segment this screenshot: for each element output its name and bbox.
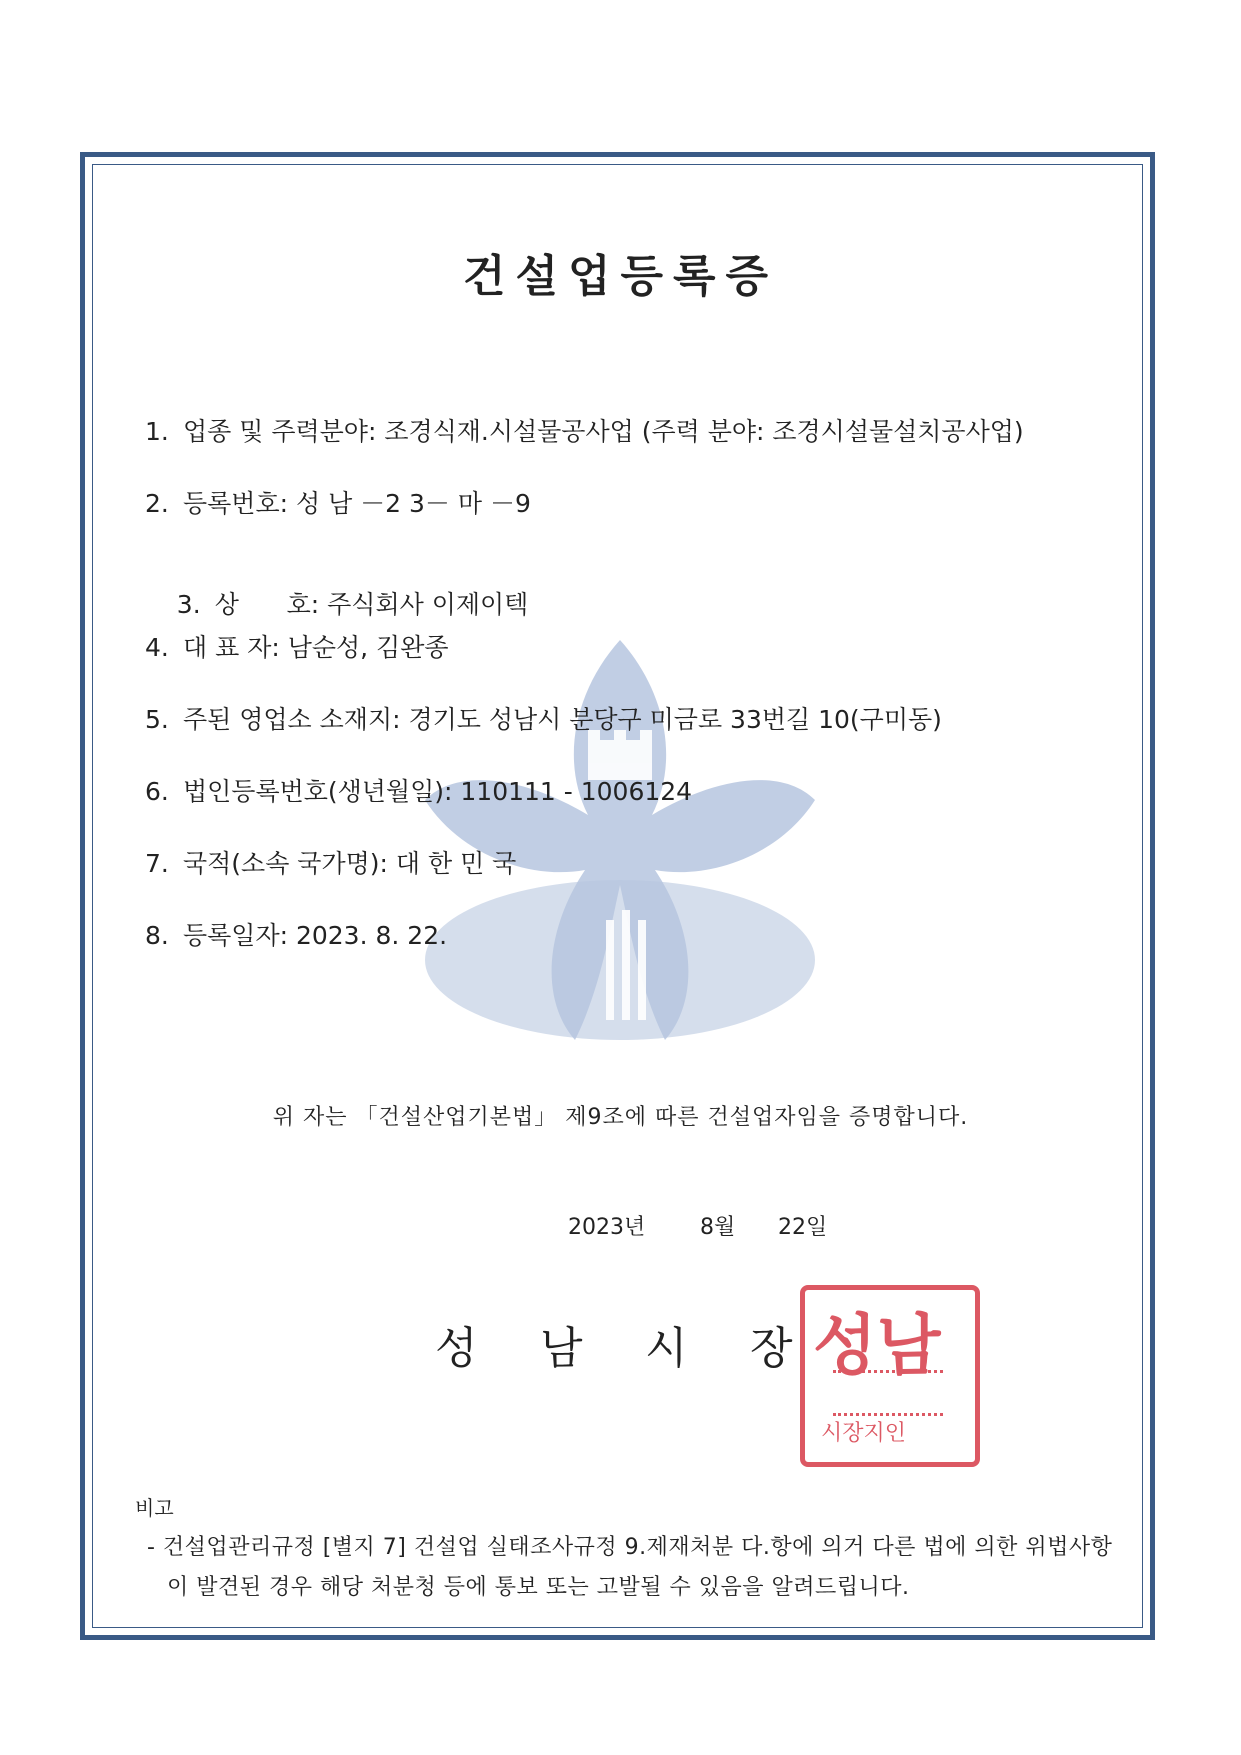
item-text: 등록번호: 성 남 －2 3－ 마 －9 <box>183 489 531 518</box>
item-text: 업종 및 주력분야: 조경식재.시설물공사업 (주력 분야: 조경시설물설치공사업) <box>183 417 1024 446</box>
item-address <box>145 700 942 736</box>
item-text: 대 표 자: 남순성, 김완종 <box>183 633 449 662</box>
certification-statement: 위 자는 「건설산업기본법」 제9조에 따른 건설업자임을 증명합니다. <box>272 1105 969 1130</box>
issuer-char: 성 <box>435 1323 478 1374</box>
item-text: 상 호: 주식회사 이제이텍 <box>214 590 529 619</box>
issuer-char: 시 <box>645 1323 688 1374</box>
city-emblem-watermark <box>420 630 820 1050</box>
item-registration-date <box>145 916 447 952</box>
item-corporate-number <box>145 772 692 808</box>
item-number: 5. <box>145 705 169 734</box>
item-number: 4. <box>145 633 169 662</box>
seal-pattern <box>833 1370 943 1416</box>
item-text: 주된 영업소 소재지: 경기도 성남시 분당구 미금로 33번길 10(구미동) <box>183 705 942 734</box>
item-registration-number <box>145 484 531 520</box>
issue-year: 2023년 <box>568 1215 646 1240</box>
item-number: 7. <box>145 849 169 878</box>
issuer-char: 장 <box>750 1323 793 1374</box>
item-text: 법인등록번호(생년월일): 110111 - 1006124 <box>183 777 693 806</box>
seal-sub-text: 시장지인 <box>821 1421 907 1446</box>
item-representative <box>145 628 449 664</box>
document-title: 건설업등록증 <box>462 251 779 302</box>
item-nationality <box>145 844 516 880</box>
item-text: 등록일자: 2023. 8. 22. <box>183 921 448 950</box>
item-number: 8. <box>145 921 169 950</box>
item-number: 1. <box>145 417 169 446</box>
issue-month: 8월 <box>700 1215 736 1240</box>
remarks-text: - 건설업관리규정 [별지 7] 건설업 실태조사규정 9.제재처분 다.항에 의거 다른 법에 의한 위법사항이 발견된 경우 해당 처분청 등에 통보 또는 고발될 수 있음을 알려드립니다. <box>147 1535 1113 1600</box>
item-number: 2. <box>145 489 169 518</box>
remarks-label: 비고 <box>135 1496 174 1520</box>
item-number: 6. <box>145 777 169 806</box>
issue-day: 22일 <box>778 1215 828 1240</box>
item-number: 3. <box>176 590 201 619</box>
seal-main-text: 성남 <box>813 1307 941 1384</box>
issuer-char: 남 <box>540 1323 583 1374</box>
official-seal-stamp <box>800 1285 980 1467</box>
item-text: 국적(소속 국가명): 대 한 민 국 <box>183 849 517 878</box>
item-business-type <box>145 412 1024 448</box>
